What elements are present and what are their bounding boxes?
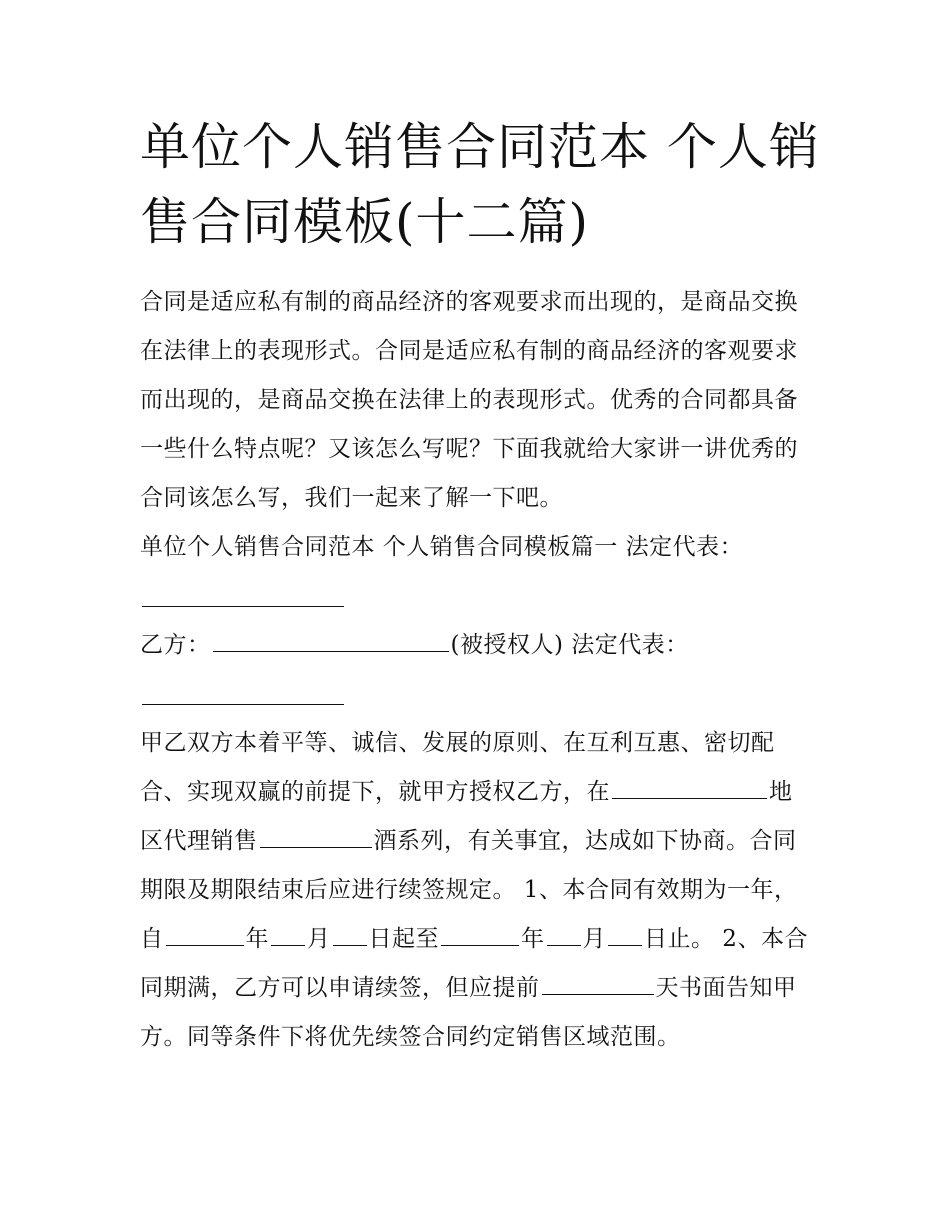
end-day-blank[interactable] [608, 925, 642, 946]
document-body [140, 278, 815, 1062]
start-day-blank[interactable] [333, 925, 367, 946]
month-label-2: 月 [582, 926, 606, 952]
start-year-blank[interactable] [166, 925, 244, 946]
legal-rep-blank[interactable] [142, 586, 344, 607]
month-label-1: 月 [307, 926, 331, 952]
start-month-blank[interactable] [271, 925, 305, 946]
terms-text-c: 酒系列，有关事宜，达成如下协商。合同期限及期限结束后应进行续签规定。 1、本合同有效期为一年，自 [140, 828, 798, 952]
year-label-1: 年 [245, 926, 269, 952]
terms-text-b: 地区代理销售 [140, 779, 793, 854]
section-heading: 单位个人销售合同范本 个人销售合同模板篇一 法定代表： [140, 534, 744, 560]
party-b-line [140, 621, 815, 670]
region-blank[interactable] [612, 778, 767, 799]
intro-paragraph: 合同是适应私有制的商品经济的客观要求而出现的，是商品交换在法律上的表现形式。合同是适应私有制的商品经济的客观要求而出现的，是商品交换在法律上的表现形式。优秀的合同都具备一些什么特点呢？又该怎么写呢？下面我就给大家讲一讲优秀的合同该怎么写，我们一起来了解一下吧。 [140, 289, 798, 511]
document-title: 单位个人销售合同范本 个人销售合同模板(十二篇) [140, 118, 820, 251]
signature-line-row-2 [140, 670, 815, 719]
end-year-blank[interactable] [441, 925, 519, 946]
day-from-label: 日起至 [368, 926, 439, 952]
day-end-label: 日止。 2、本合同期满，乙方可以申请续签，但应提前 [140, 926, 808, 1001]
party-b-legal-rep-blank[interactable] [142, 684, 344, 705]
notice-days-blank[interactable] [542, 974, 654, 995]
product-blank[interactable] [260, 827, 372, 848]
party-b-blank[interactable] [213, 631, 449, 652]
year-label-2: 年 [521, 926, 545, 952]
party-b-label: 乙方： [140, 632, 211, 658]
end-month-blank[interactable] [547, 925, 581, 946]
terms-text-a: 甲乙双方本着平等、诚信、发展的原则、在互利互惠、密切配合、实现双赢的前提下，就甲方授权乙方，在 [140, 730, 775, 805]
terms-paragraph [140, 719, 815, 1062]
party-b-authorized-label: (被授权人) 法定代表： [450, 632, 689, 658]
terms-text-d: 天书面告知甲方。同等条件下将优先续签合同约定销售区域范围。 [140, 975, 797, 1050]
signature-line-row [140, 572, 815, 621]
